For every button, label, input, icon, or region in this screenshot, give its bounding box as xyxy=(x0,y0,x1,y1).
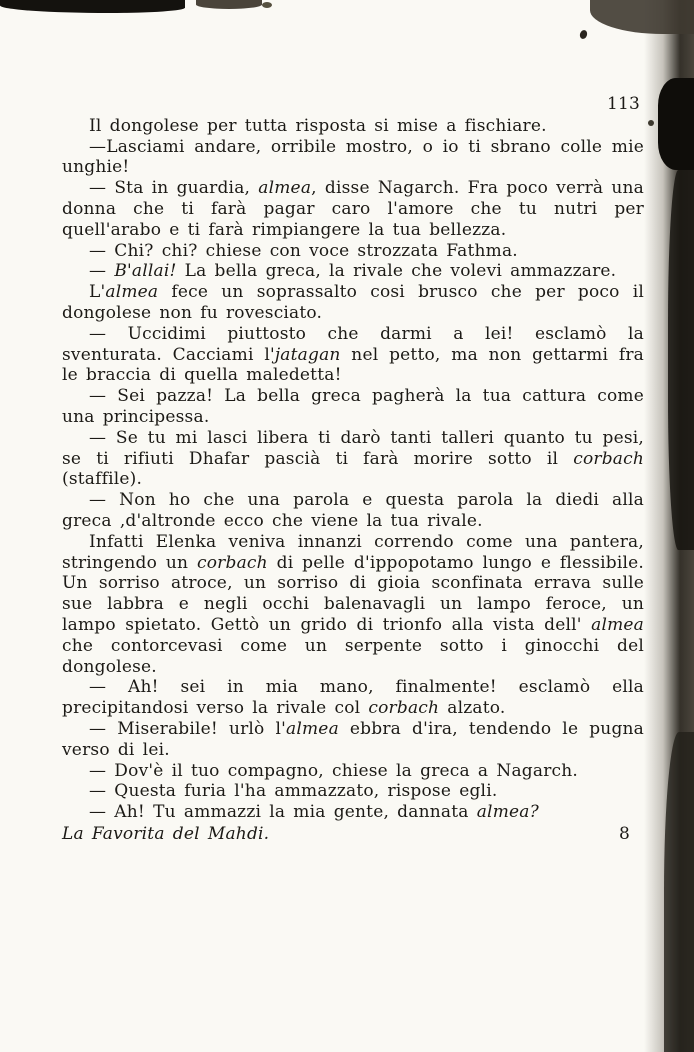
text-run: , disse Nagarch. Fra poco verrà una donna che ti farà pagar caro l'amore che tu nutri per quell'arabo e ti farà rimpiangere la tua bellezza. xyxy=(62,178,644,240)
text-run: nel petto, ma non gettarmi fra le braccia di quella maledetta! xyxy=(62,344,644,386)
scan-edge-dark-strip xyxy=(668,170,694,550)
text-run: ebbra d'ira, tendendo le pugna verso di lei. xyxy=(62,718,645,760)
paragraph xyxy=(62,282,644,324)
text-run: — Sei pazza! La bella greca pagherà la tua cattura come una principessa. xyxy=(62,386,644,427)
paragraph xyxy=(62,261,644,282)
text-run: L' xyxy=(89,282,106,303)
text-run: — Uccidimi piuttosto che darmi a lei! esclamò la sventurata. Cacciami l' xyxy=(62,323,644,365)
text-run: — Se tu mi lasci libera ti darò tanti talleri quanto tu pesi, se ti rifiuti Dhafar pascià ti farà morire sotto il xyxy=(62,427,644,469)
italic-term: corbach xyxy=(197,552,268,573)
italic-term: almea xyxy=(105,282,159,303)
text-run: Il dongolese per tutta risposta si mise a fischiare. xyxy=(89,115,547,136)
paragraph xyxy=(62,324,644,386)
page-footer xyxy=(62,824,644,845)
italic-term: jatagan xyxy=(274,344,341,365)
italic-term: corbach xyxy=(573,448,644,469)
italic-term: almea? xyxy=(476,802,539,823)
italic-term: B'allai! xyxy=(114,261,177,282)
text-run: alzato. xyxy=(439,698,506,719)
paragraph xyxy=(62,719,644,761)
scan-speck xyxy=(579,29,589,40)
paragraph xyxy=(62,241,644,262)
scan-stain-top-left xyxy=(0,0,185,13)
text-run: — Ah! Tu ammazzi la mia gente, dannata xyxy=(89,802,477,823)
paragraph xyxy=(62,490,644,532)
text-run: — Chi? chi? chiese con voce strozzata Fathma. xyxy=(89,240,518,261)
italic-term: almea xyxy=(591,614,644,635)
scan-stain-top-right xyxy=(590,0,694,34)
paragraph xyxy=(62,677,644,719)
page-content xyxy=(62,94,644,845)
text-run: fece un soprassalto cosi brusco che per poco il dongolese non fu rovesciato. xyxy=(62,282,644,323)
paragraph xyxy=(62,386,644,428)
text-run: — Miserabile! urlò l' xyxy=(89,718,287,739)
footer-page-number: 8 xyxy=(618,823,630,844)
paragraph xyxy=(62,761,644,782)
text-run: — Non ho che una parola e questa parola la diedi alla greca ,d'altronde ecco che viene la tua rivale. xyxy=(62,490,644,531)
scan-stain-top-mid xyxy=(196,0,262,9)
italic-term: corbach xyxy=(368,698,440,719)
paragraph xyxy=(62,137,644,179)
paragraph xyxy=(62,532,644,678)
paragraph xyxy=(62,802,644,823)
text-run: — xyxy=(89,261,115,282)
text-run: Infatti Elenka veniva innanzi correndo come una pantera, stringendo un xyxy=(62,531,644,573)
text-run: di pelle d'ippopotamo lungo e flessibile. Un sorriso atroce, un sorriso di gioia sconfinata errava sulle sue labbra e negli occhi balenavagli un lampo feroce, un lampo spietato. Gettò un grido di trionfo alla vista dell' xyxy=(62,552,644,635)
text-run: (staffile). xyxy=(62,469,143,490)
text-run: La bella greca, la rivale che volevi ammazzare. xyxy=(176,261,617,282)
text-run: — Sta in guardia, xyxy=(89,178,259,199)
scan-speck xyxy=(648,120,654,126)
page-number: 113 xyxy=(606,94,640,114)
paragraph xyxy=(62,178,644,240)
italic-term: almea xyxy=(258,178,312,199)
paragraph xyxy=(62,116,644,137)
italic-term: almea xyxy=(286,718,339,739)
paragraph xyxy=(62,781,644,802)
scan-edge-bottom-shadow xyxy=(664,732,694,1052)
text-run: — Questa furia l'ha ammazzato, rispose egli. xyxy=(89,781,498,802)
scan-speck xyxy=(262,2,272,8)
text-run: —Lasciami andare, orribile mostro, o io ti sbrano colle mie unghie! xyxy=(62,136,644,178)
paragraph xyxy=(62,428,644,490)
text-run: — Dov'è il tuo compagno, chiese la greca a Nagarch. xyxy=(89,760,579,781)
book-title: La Favorita del Mahdi. xyxy=(62,823,270,844)
text-run: che contorcevasi come un serpente sotto i ginocchi del dongolese. xyxy=(62,635,644,677)
scan-edge-dark-blob xyxy=(658,78,694,170)
text-run: — Ah! sei in mia mano, finalmente! esclamò ella precipitandosi verso la rivale col xyxy=(62,677,644,719)
